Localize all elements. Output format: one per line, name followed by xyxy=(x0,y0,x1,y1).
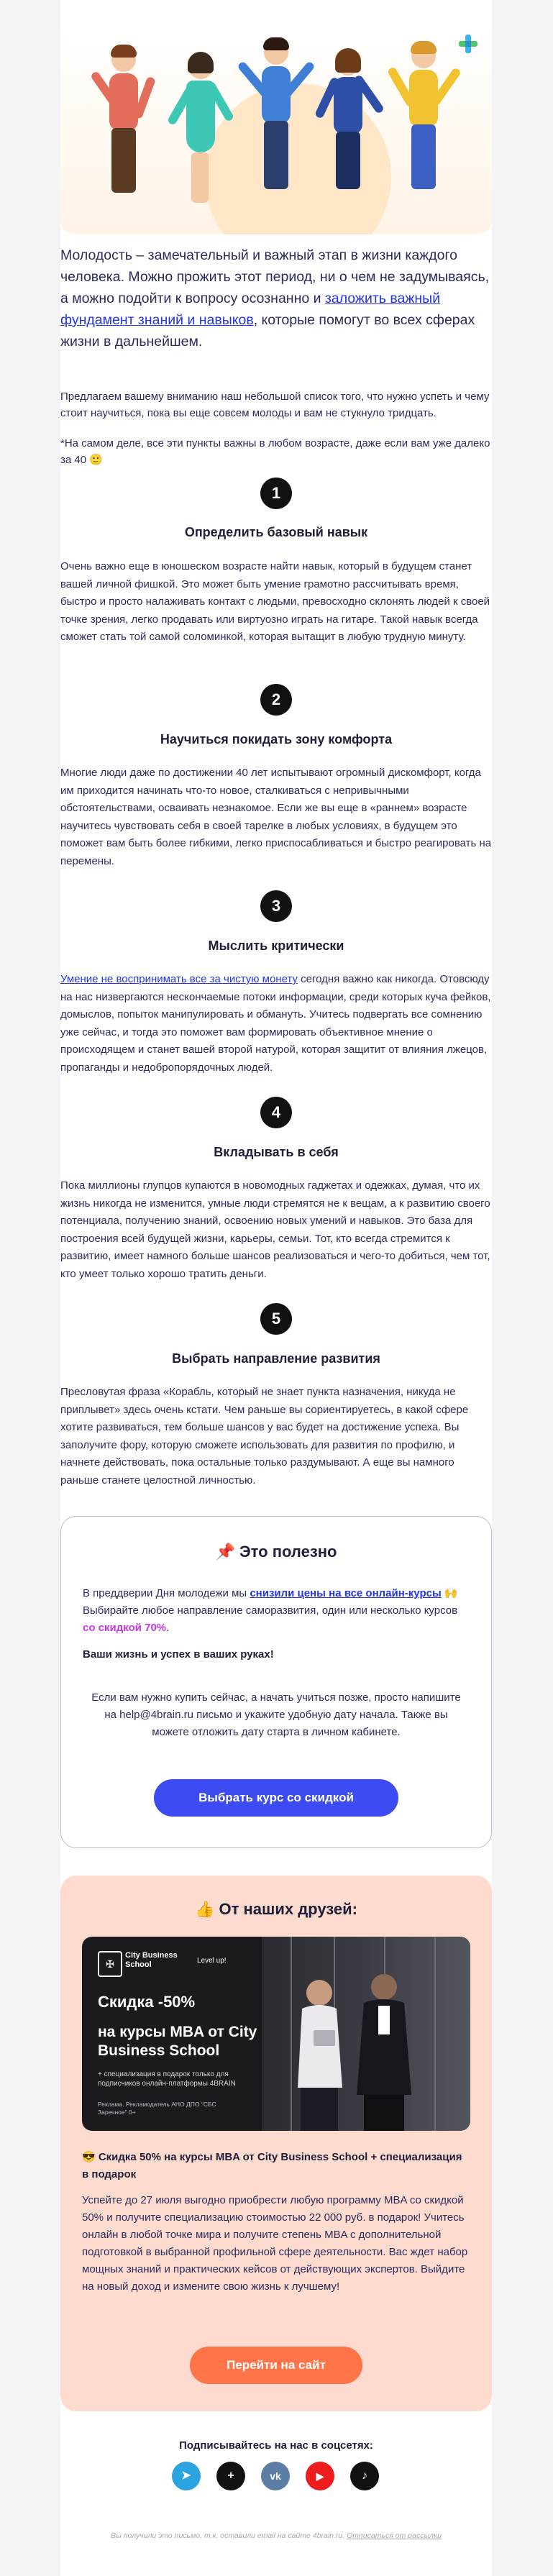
offer-text: Успейте до 27 июля выгодно приобрести любую программу MBA со скидкой 50% и получите специализацию стоимостью 22 000 руб. в подарок! Учитесь онлайн в любой точке мира и получите степень MBA с дополнительной подготовкой в выбранной профильной сфере деятельности. Вас ждет набор мощных знаний и практических кейсов от действующих экспертов. Выйдите на новый доход и измените свою жизнь к лучшему! xyxy=(82,2194,468,2293)
cbs-logo-icon: ✠ xyxy=(98,1951,122,1977)
pushpin-icon: 📌 xyxy=(215,1543,235,1561)
section-text: Очень важно еще в юношеском возрасте найти навык, который в будущем станет вашей личной фишкой. Это может быть умение грамотно рассчитывать время, быстро и просто налаживать контакт с людьми, превосходно склонять людей к своей точке зрения, легко продавать или виртуозно играть на гитаре. Такой навык всегда сможет стать той самой соломинкой, которая вытащит в любую трудную минуту. xyxy=(60,560,490,643)
person-figure xyxy=(316,51,380,213)
person-figure xyxy=(168,55,233,213)
useful-text: . xyxy=(166,1622,170,1634)
footer xyxy=(60,2531,492,2540)
social-links xyxy=(172,2462,380,2490)
person-figure xyxy=(391,44,456,213)
section-text: Пока миллионы глупцов купаются в новомодных гаджетах и одежках, думая, что их жизнь никогда не изменится, умные люди стремятся не к вещам, а к развитию своего потенциала, получению знаний, освоению новых умений и навыков. Это база для построения всей будущей жизни, карьеры, семьи. Тот, кто всегда стремится к развитию, имеет намного больше шансов реализоваться и чего-то добиться, чем тот, кто умеет только хорошо тратить деньги. xyxy=(60,1179,490,1280)
useful-info-box xyxy=(60,1516,492,1848)
lead-paragraph: Предлагаем вашему вниманию наш небольшой список того, что нужно успеть и чему стоит научиться, пока вы еще совсем молоды и вам не стукнуло тридцать. xyxy=(60,390,490,419)
section-title: Научиться покидать зону комфорта xyxy=(160,732,393,746)
subscribe-heading: Подписывайтесь на нас в соцсетях: xyxy=(179,2439,373,2452)
footer-text: Вы получили это письмо, т.к. оставили email на сайте 4brain.ru. xyxy=(111,2531,345,2540)
section-title: Определить базовый навык xyxy=(184,525,368,539)
vk-icon[interactable]: vk xyxy=(261,2462,290,2490)
step-number-badge: 2 xyxy=(260,684,292,716)
hero-illustration xyxy=(60,19,492,234)
plus-icon[interactable]: + xyxy=(216,2462,245,2490)
unsubscribe-link[interactable]: Отписаться от рассылки xyxy=(347,2531,442,2540)
useful-title: Это полезно xyxy=(239,1543,337,1561)
partner-heading: 👍 От наших друзей: xyxy=(194,1900,358,1918)
youtube-icon[interactable]: ▶ xyxy=(306,2462,334,2490)
section-text xyxy=(60,971,492,1077)
useful-paragraph xyxy=(83,1585,471,1637)
useful-motto: Ваши жизнь и успех в ваших руках! xyxy=(83,1648,274,1661)
section-text: Пресловутая фраза «Корабль, который не знает пункта назначения, никуда не приплывет» здесь очень кстати. Чем раньше вы сориентируетесь, в какой сфере хотите развиваться, тем больше шансов у вас будет на достижение успеха. Вы заполучите фору, которую сможете использовать для развития по профилю, и начнете действовать, пока остальные только раздумывают. А еще вы намного раньше станете целостной личностью. xyxy=(60,1386,469,1486)
discount-courses-link[interactable]: снизили цены на все онлайн-курсы xyxy=(250,1587,442,1599)
critical-thinking-link[interactable]: Умение не воспринимать все за чистую монету xyxy=(60,973,298,985)
telegram-icon[interactable]: ➤ xyxy=(172,2462,201,2490)
note-paragraph: *На самом деле, все эти пункты важны в любом возрасте, даже если вам уже далеко за 40 🙂 xyxy=(60,437,490,466)
partner-banner[interactable] xyxy=(82,1937,470,2131)
section-title: Мыслить критически xyxy=(208,938,344,953)
business-people-figures xyxy=(276,1965,463,2131)
section-title: Выбрать направление развития xyxy=(172,1351,380,1366)
section-text-rest: сегодня важно как никогда. Отовсюду на нас низвергаются нескончаемые потоки информации, среди которых куча фейков, домыслов, попыток манипулировать и обмануть. Учитесь подвергать все сомнению уже сейчас, и тогда это поможет вам формировать объективное мнение о происходящем и станет вашей второй натурой, которая защитит от влияния лжецов, пропаганды и недобропорядочных людей. xyxy=(60,973,491,1074)
offer-title: 😎 Скидка 50% на курсы MBA от City Business School + специализация в подарок xyxy=(82,2151,462,2180)
person-figure xyxy=(244,40,309,213)
useful-text: 🙌 Выбирайте любое направление саморазвития, один или несколько курсов xyxy=(83,1587,458,1617)
banner-headline: на курсы MBA от City Business School xyxy=(98,2024,257,2059)
tiktok-icon[interactable]: ♪ xyxy=(350,2462,379,2490)
banner-tagline: Level up! xyxy=(197,1957,227,1965)
step-number-badge: 5 xyxy=(260,1303,292,1335)
step-number-badge: 4 xyxy=(260,1097,292,1128)
intro-text-end: , которые помогут во всех сферах жизни в дальнейшем. xyxy=(60,312,475,350)
intro-link[interactable]: заложить важный фундамент знаний и навыков xyxy=(60,291,441,328)
go-to-site-button[interactable]: Перейти на сайт xyxy=(190,2347,362,2384)
banner-ad-disclaimer: Реклама. Рекламодатель АНО ДПО "СБС Заречное" 0+ xyxy=(98,2101,216,2116)
person-figure xyxy=(93,47,157,213)
partner-offer-box xyxy=(60,1876,492,2411)
email-body xyxy=(60,0,492,2576)
cbs-logo-text: City Business School xyxy=(125,1951,178,1969)
useful-instructions: Если вам нужно купить сейчас, а начать учиться позже, просто напишите на help@4brain.ru письмо и укажите удобную дату начала. Также вы можете отложить дату старта в личном кабинете. xyxy=(91,1691,461,1738)
useful-heading xyxy=(61,1543,491,1561)
discount-highlight: со скидкой 70% xyxy=(83,1622,167,1634)
step-number-badge: 3 xyxy=(260,890,292,922)
step-number-badge: 1 xyxy=(260,478,292,509)
intro-text: Молодость – замечательный и важный этап в жизни каждого человека. Можно прожить этот период, ни о чем не задумываясь, а можно подойти к вопросу осознанно и xyxy=(60,247,490,306)
banner-photo xyxy=(262,1937,470,2131)
banner-gift-text: + специализация в подарок только для подписчиков онлайн-платформы 4BRAIN xyxy=(98,2070,236,2088)
choose-course-button[interactable]: Выбрать курс со скидкой xyxy=(154,1779,398,1817)
section-text: Многие люди даже по достижении 40 лет испытывают огромный дискомфорт, когда им приходится начинать что-то новое, сталкиваться с непривычными обстоятельствами, осваивать незнакомое. Если же вы еще в «раннем» возрасте научитесь чувствовать себя в своей тарелке в любых условиях, в будущем это поможет вам быть более гибкими, легко приспосабливаться и быстро реагировать на перемены. xyxy=(60,767,492,867)
intro-paragraph xyxy=(60,245,492,352)
banner-discount: Скидка -50% xyxy=(98,1993,196,2011)
section-title: Вкладывать в себя xyxy=(214,1145,339,1159)
useful-text: В преддверии Дня молодежи мы xyxy=(83,1587,250,1599)
brand-logo-icon xyxy=(457,33,479,55)
